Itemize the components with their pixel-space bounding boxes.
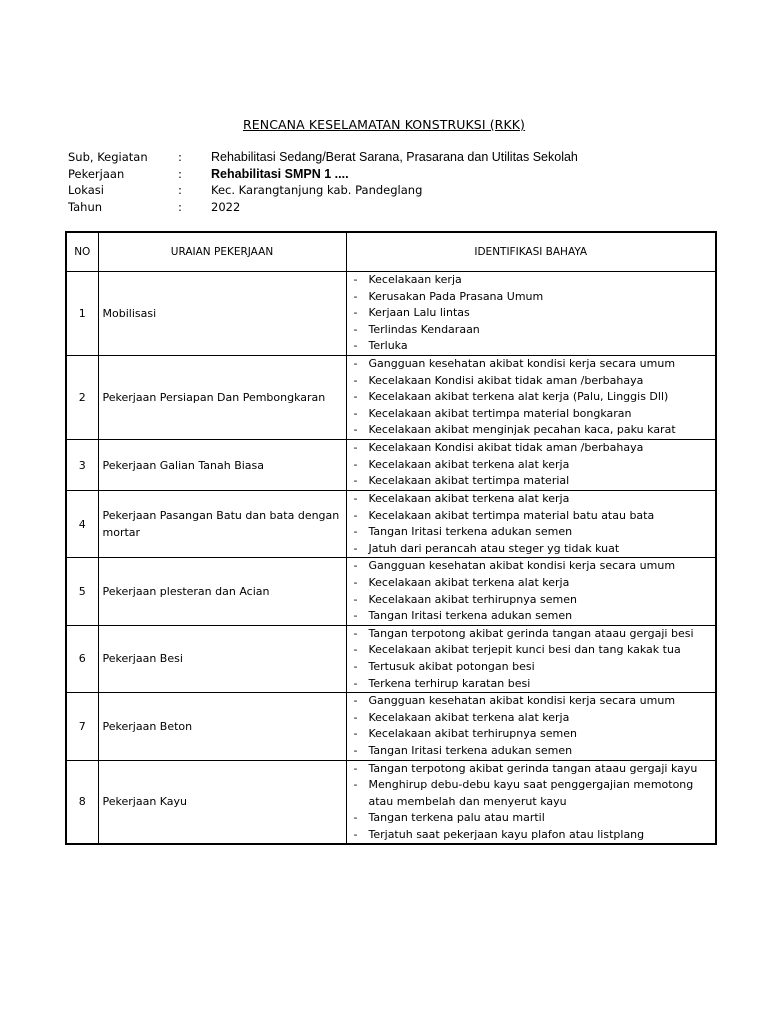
- hazard-list: [347, 272, 716, 355]
- hazard-item: [347, 541, 716, 558]
- document-title: RENCANA KESELAMATAN KONSTRUKSI (RKK): [242, 117, 526, 132]
- hazard-text: Kecelakaan akibat terhirupnya semen: [368, 727, 577, 741]
- row-number: 7: [66, 693, 98, 760]
- hazard-list: [347, 761, 716, 844]
- hazard-item: [347, 322, 716, 339]
- hazard-item: [347, 272, 716, 289]
- list-dash: -: [353, 289, 358, 303]
- hazard-text: Terlindas Kendaraan: [368, 322, 480, 336]
- hazard-item: [347, 373, 716, 390]
- row-number: 3: [66, 440, 98, 491]
- hazard-text: Kecelakaan akibat terkena alat kerja: [368, 575, 570, 589]
- list-dash: -: [353, 390, 358, 404]
- list-dash: -: [353, 273, 358, 286]
- hazard-item: [347, 592, 716, 609]
- table-header-row: [66, 232, 716, 272]
- hazard-item: [347, 389, 716, 406]
- hazard-text: Tangan terkena palu atau martil: [368, 811, 545, 825]
- hazard-item: [347, 406, 716, 423]
- hazard-table: [65, 231, 717, 845]
- job-description: Pekerjaan Galian Tanah Biasa: [98, 440, 346, 491]
- list-dash: -: [353, 322, 358, 336]
- hazard-text: Kecelakaan akibat tertimpa material batu atau bata: [368, 508, 655, 522]
- list-dash: -: [353, 676, 358, 690]
- hazard-text: Kecelakaan akibat terhirupnya semen: [368, 592, 577, 606]
- meta-colon: :: [178, 167, 182, 181]
- hazard-item: [347, 626, 716, 643]
- hazard-item: [347, 743, 716, 760]
- job-description: Pekerjaan Beton: [98, 693, 346, 760]
- list-dash: -: [353, 743, 358, 757]
- meta-value: 2022: [211, 200, 241, 214]
- list-dash: -: [353, 457, 358, 471]
- hazard-text: Tertusuk akibat potongan besi: [368, 659, 535, 673]
- hazard-item: [347, 608, 716, 625]
- hazard-list: [347, 440, 716, 490]
- list-dash: -: [353, 508, 358, 522]
- hazard-text: Kecelakaan akibat menginjak pecahan kaca, paku karat: [368, 423, 676, 437]
- hazard-list-cell: [346, 356, 716, 440]
- hazard-item: [347, 777, 716, 810]
- list-dash: -: [353, 357, 358, 370]
- hazard-text: Kecelakaan akibat terkena alat kerja: [368, 457, 570, 471]
- job-description: Pekerjaan Persiapan Dan Pembongkaran: [98, 356, 346, 440]
- job-description: Mobilisasi: [98, 272, 346, 356]
- hazard-text: Gangguan kesehatan akibat kondisi kerja secara umum: [368, 357, 676, 370]
- header-identifikasi-bahaya: IDENTIFIKASI BAHAYA: [346, 232, 716, 272]
- hazard-item: [347, 289, 716, 306]
- hazard-list-cell: [346, 760, 716, 844]
- hazard-text: Kerjaan Lalu lintas: [368, 306, 470, 320]
- list-dash: -: [353, 306, 358, 320]
- list-dash: -: [353, 339, 358, 353]
- list-dash: -: [353, 592, 358, 606]
- hazard-item: [347, 524, 716, 541]
- hazard-list-cell: [346, 625, 716, 692]
- hazard-item: [347, 457, 716, 474]
- row-number: 5: [66, 558, 98, 625]
- header-no: NO: [66, 232, 98, 272]
- hazard-item: [347, 676, 716, 693]
- hazard-text: Kecelakaan akibat terkena alat kerja: [368, 492, 570, 505]
- hazard-text: Kerusakan Pada Prasana Umum: [368, 289, 544, 303]
- list-dash: -: [353, 659, 358, 673]
- hazard-item: [347, 508, 716, 525]
- job-description: Pekerjaan Pasangan Batu dan bata dengan mortar: [98, 491, 346, 558]
- list-dash: -: [353, 423, 358, 437]
- list-dash: -: [353, 609, 358, 623]
- hazard-text: Kecelakaan akibat terjepit kunci besi dan tang kakak tua: [368, 643, 681, 657]
- hazard-item: [347, 473, 716, 490]
- list-dash: -: [353, 626, 358, 640]
- hazard-text: Terkena terhirup karatan besi: [368, 676, 531, 690]
- list-dash: -: [353, 811, 358, 825]
- meta-value: Rehabilitasi SMPN 1 ....: [211, 167, 349, 181]
- hazard-item: [347, 659, 716, 676]
- hazard-text: Kecelakaan akibat terkena alat kerja: [368, 710, 570, 724]
- table-row: [66, 491, 716, 558]
- meta-value: Kec. Karangtanjung kab. Pandeglang: [211, 183, 423, 197]
- table-row: [66, 558, 716, 625]
- table-row: [66, 272, 716, 356]
- hazard-list: [347, 491, 716, 557]
- hazard-item: [347, 726, 716, 743]
- list-dash: -: [353, 827, 358, 841]
- hazard-text: Kecelakaan akibat tertimpa material: [368, 474, 570, 488]
- list-dash: -: [353, 575, 358, 589]
- hazard-list-cell: [346, 440, 716, 491]
- hazard-item: [347, 642, 716, 659]
- hazard-item: [347, 440, 716, 457]
- row-number: 1: [66, 272, 98, 356]
- list-dash: -: [353, 492, 358, 505]
- table-row: [66, 693, 716, 760]
- hazard-text: Kecelakaan kerja: [368, 273, 462, 286]
- hazard-text: Terluka: [368, 339, 408, 353]
- hazard-list: [347, 626, 716, 692]
- hazard-item: [347, 575, 716, 592]
- list-dash: -: [353, 373, 358, 387]
- hazard-text: Tangan terpotong akibat gerinda tangan ataau gergaji kayu: [368, 761, 698, 775]
- job-description: Pekerjaan plesteran dan Acian: [98, 558, 346, 625]
- list-dash: -: [353, 474, 358, 488]
- meta-key: Tahun: [68, 200, 103, 214]
- list-dash: -: [353, 525, 358, 539]
- table-row: [66, 440, 716, 491]
- hazard-text: Menghirup debu-debu kayu saat penggergajian memotong atau membelah dan menyerut kayu: [368, 778, 694, 808]
- hazard-list-cell: [346, 491, 716, 558]
- list-dash: -: [353, 643, 358, 657]
- hazard-item: [347, 338, 716, 355]
- hazard-text: Tangan terpotong akibat gerinda tangan ataau gergaji besi: [368, 626, 694, 640]
- meta-colon: :: [178, 150, 182, 164]
- hazard-list: [347, 558, 716, 624]
- table-row: [66, 760, 716, 844]
- header-uraian-pekerjaan: URAIAN PEKERJAAN: [98, 232, 346, 272]
- meta-colon: :: [178, 200, 182, 214]
- job-description: Pekerjaan Besi: [98, 625, 346, 692]
- hazard-item: [347, 305, 716, 322]
- list-dash: -: [353, 727, 358, 741]
- meta-key: Pekerjaan: [68, 167, 125, 181]
- hazard-item: [347, 422, 716, 439]
- hazard-list: [347, 693, 716, 759]
- row-number: 6: [66, 625, 98, 692]
- hazard-text: Kecelakaan akibat terkena alat kerja (Palu, Linggis Dll): [368, 390, 669, 404]
- hazard-item: [347, 356, 716, 373]
- hazard-list-cell: [346, 558, 716, 625]
- hazard-text: Kecelakaan akibat tertimpa material bongkaran: [368, 406, 632, 420]
- table-row: [66, 356, 716, 440]
- meta-key: Sub, Kegiatan: [68, 150, 148, 164]
- list-dash: -: [353, 710, 358, 724]
- hazard-item: [347, 827, 716, 844]
- job-description: Pekerjaan Kayu: [98, 760, 346, 844]
- hazard-list: [347, 356, 716, 439]
- hazard-list-cell: [346, 693, 716, 760]
- meta-key: Lokasi: [68, 183, 104, 197]
- row-number: 8: [66, 760, 98, 844]
- list-dash: -: [353, 541, 358, 555]
- hazard-item: [347, 693, 716, 710]
- hazard-text: Terjatuh saat pekerjaan kayu plafon atau listplang: [368, 827, 645, 841]
- list-dash: -: [353, 778, 358, 792]
- list-dash: -: [353, 761, 358, 775]
- hazard-item: [347, 810, 716, 827]
- hazard-text: Gangguan kesehatan akibat kondisi kerja secara umum: [368, 694, 676, 708]
- hazard-text: Kecelakaan Kondisi akibat tidak aman /berbahaya: [368, 373, 644, 387]
- list-dash: -: [353, 694, 358, 708]
- hazard-text: Gangguan kesehatan akibat kondisi kerja secara umum: [368, 559, 676, 573]
- row-number: 4: [66, 491, 98, 558]
- hazard-text: Jatuh dari perancah atau steger yg tidak kuat: [368, 541, 620, 555]
- list-dash: -: [353, 441, 358, 454]
- meta-colon: :: [178, 183, 182, 197]
- hazard-text: Tangan Iritasi terkena adukan semen: [368, 525, 573, 539]
- hazard-text: Kecelakaan Kondisi akibat tidak aman /berbahaya: [368, 441, 644, 454]
- hazard-text: Tangan Iritasi terkena adukan semen: [368, 609, 573, 623]
- hazard-item: [347, 558, 716, 575]
- hazard-item: [347, 710, 716, 727]
- list-dash: -: [353, 559, 358, 573]
- meta-value: Rehabilitasi Sedang/Berat Sarana, Prasarana dan Utilitas Sekolah: [211, 150, 578, 164]
- list-dash: -: [353, 406, 358, 420]
- hazard-item: [347, 761, 716, 778]
- row-number: 2: [66, 356, 98, 440]
- hazard-item: [347, 491, 716, 508]
- hazard-text: Tangan Iritasi terkena adukan semen: [368, 743, 573, 757]
- table-row: [66, 625, 716, 692]
- hazard-list-cell: [346, 272, 716, 356]
